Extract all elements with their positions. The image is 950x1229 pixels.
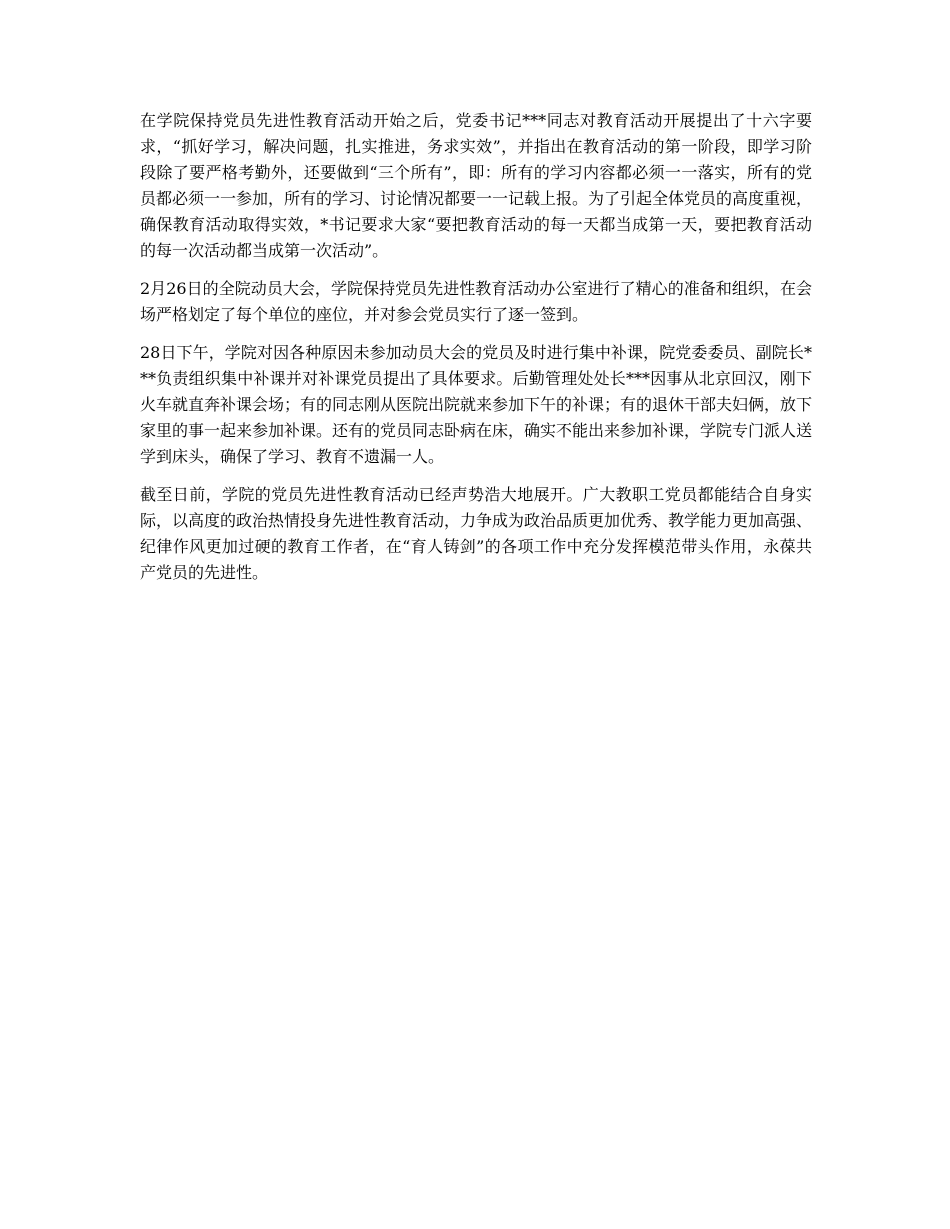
- document-page: [140, 108, 812, 598]
- paragraph-2: 2月26日的全院动员大会，学院保持党员先进性教育活动办公室进行了精心的准备和组织，在会场严格划定了每个单位的座位，并对参会党员实行了逐一签到。: [140, 279, 812, 324]
- paragraph-4: 截至日前，学院的党员先进性教育活动已经声势浩大地展开。广大教职工党员都能结合自身实际，以高度的政治热情投身先进性教育活动，力争成为政治品质更加优秀、教学能力更加高强、纪律作风更加过硬的教育工作者，在“育人铸剑”的各项工作中充分发挥模范带头作用，永葆共产党员的先进性。: [140, 485, 813, 582]
- paragraph-3: 28日下午，学院对因各种原因未参加动员大会的党员及时进行集中补课，院党委委员、副院长***负责组织集中补课并对补课党员提出了具体要求。后勤管理处处长***因事从北京回汉，刚下火车就直奔补课会场；有的同志刚从医院出院就来参加下午的补课；有的退休干部夫妇俩，放下家里的事一起来参加补课。还有的党员同志卧病在床，确实不能出来参加补课，学院专门派人送学到床头，确保了学习、教育不遗漏一人。: [140, 343, 813, 466]
- paragraph-1: 在学院保持党员先进性教育活动开始之后，党委书记***同志对教育活动开展提出了十六字要求，“抓好学习，解决问题，扎实推进，务求实效”，并指出在教育活动的第一阶段，即学习阶段除了要严格考勤外，还要做到“三个所有”，即：所有的学习内容都必须一一落实，所有的党员都必须一一参加，所有的学习、讨论情况都要一一记载上报。为了引起全体党员的高度重视，确保教育活动取得实效，*书记要求大家“要把教育活动的每一天都当成第一天，要把教育活动的每一次活动都当成第一次活动”。: [140, 111, 813, 260]
